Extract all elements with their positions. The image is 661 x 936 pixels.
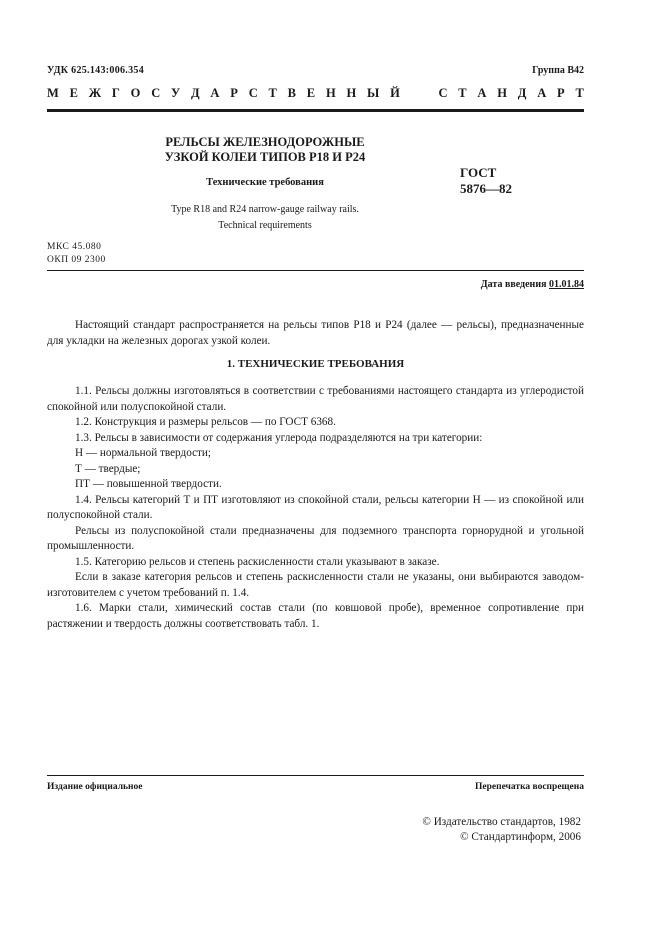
banner-letter: С: [151, 86, 161, 100]
english-title: [120, 202, 410, 234]
banner-letter: Ж: [88, 86, 102, 100]
paragraph: 1.1. Рельсы должны изготовляться в соответствии с требованиями настоящего стандарта из углеродистой спокойной или полуспокойной стали.: [47, 385, 584, 413]
banner-letter: Т: [458, 86, 467, 100]
banner-letter: Н: [325, 86, 336, 100]
title-line-1: РЕЛЬСЫ ЖЕЛЕЗНОДОРОЖНЫЕ: [165, 135, 365, 149]
english-title-line-1: Type R18 and R24 narrow-gauge railway rails.: [171, 204, 359, 215]
paragraph: 1.3. Рельсы в зависимости от содержания углерода подразделяются на три категории:: [75, 431, 483, 444]
paragraph: 1.6. Марки стали, химический состав стали (по ковшовой пробе), временное сопротивление при растяжении и твердость должны соответствовать табл. 1.: [47, 602, 584, 630]
group-code: Группа В42: [532, 65, 584, 76]
copyright-block: [422, 815, 581, 845]
gost-designation: [460, 165, 512, 197]
udk-code: УДК 625.143:006.354: [47, 65, 144, 76]
header-rule: [47, 109, 584, 112]
paragraph: 1.5. Категорию рельсов и степень раскисленности стали указывают в заказе.: [75, 555, 440, 568]
banner-letter: Д: [517, 86, 527, 100]
banner-letter: Н: [346, 86, 357, 100]
banner-letter: О: [130, 86, 141, 100]
banner-letter: Д: [191, 86, 200, 100]
standard-banner: [47, 86, 584, 101]
banner-letter: Т: [268, 86, 277, 100]
section-title: 1. ТЕХНИЧЕСКИЕ ТРЕБОВАНИЯ: [226, 358, 405, 370]
effective-date-value: 01.01.84: [549, 279, 584, 290]
paragraph: 1.2. Конструкция и размеры рельсов — по ГОСТ 6368.: [75, 416, 336, 428]
banner-letter: В: [287, 86, 296, 100]
requirements-list: [47, 384, 584, 632]
gost-label: ГОСТ: [460, 165, 497, 180]
banner-letter: А: [210, 86, 220, 100]
banner-letter: А: [477, 86, 487, 100]
banner-letter: Р: [230, 86, 238, 100]
intro-paragraph: [47, 318, 584, 349]
banner-letter: Ы: [367, 86, 380, 100]
banner-letter: Р: [557, 86, 565, 100]
mks-code: МКС 45.080: [47, 242, 102, 252]
effective-date-label: Дата введения: [480, 279, 547, 290]
intro-text: Настоящий стандарт распространяется на рельсы типов Р18 и Р24 (далее — рельсы), предназначенные для укладки на железных дорогах узкой колеи.: [47, 319, 584, 347]
banner-letter: У: [171, 86, 181, 100]
okp-code: ОКП 09 2300: [47, 255, 106, 265]
gost-number: 5876—82: [460, 181, 512, 196]
official-edition-note: Издание официальное: [47, 782, 143, 792]
document-title: [120, 135, 410, 165]
effective-date: [481, 279, 584, 290]
reprint-prohibited-note: Перепечатка воспрещена: [474, 782, 584, 792]
title-line-2: УЗКОЙ КОЛЕИ ТИПОВ Р18 И Р24: [164, 150, 366, 164]
banner-letter: Т: [575, 86, 584, 100]
banner-letter: Е: [306, 86, 316, 100]
banner-letter: М: [47, 86, 59, 100]
copyright-line-1: © Издательство стандартов, 1982: [422, 816, 581, 828]
banner-letter: Е: [69, 86, 78, 100]
classification-codes: [47, 241, 106, 267]
english-title-line-2: Technical requirements: [218, 220, 312, 231]
banner-letter: Г: [111, 86, 120, 100]
banner-letter: Й: [390, 86, 400, 100]
paragraph: Н — нормальной твердости;: [75, 447, 212, 459]
paragraph: Т — твердые;: [75, 462, 141, 475]
banner-gap: [411, 86, 414, 101]
copyright-line-2: © Стандартинформ, 2006: [460, 831, 581, 843]
banner-letter: А: [537, 86, 547, 100]
paragraph: 1.4. Рельсы категорий Т и ПТ изготовляют из спокойной стали, рельсы категории Н — из спокойной или полуспокойной стали.: [47, 493, 584, 521]
footer-rule: [47, 775, 584, 776]
banner-gap: [425, 86, 428, 101]
banner-letter: Н: [497, 86, 507, 100]
paragraph: ПТ — повышенной твердости.: [75, 478, 222, 490]
document-subtitle: Технические требования: [206, 177, 324, 188]
paragraph: Рельсы из полуспокойной стали предназначены для подземного транспорта горнорудной и угольной промышленности.: [47, 524, 584, 552]
banner-letter: С: [248, 86, 258, 100]
banner-letter: С: [438, 86, 448, 100]
divider: [47, 270, 584, 271]
paragraph: Если в заказе категория рельсов и степень раскисленности стали не указаны, они выбираются заводом-изготовителем с учетом требований п. 1.4.: [47, 571, 584, 599]
